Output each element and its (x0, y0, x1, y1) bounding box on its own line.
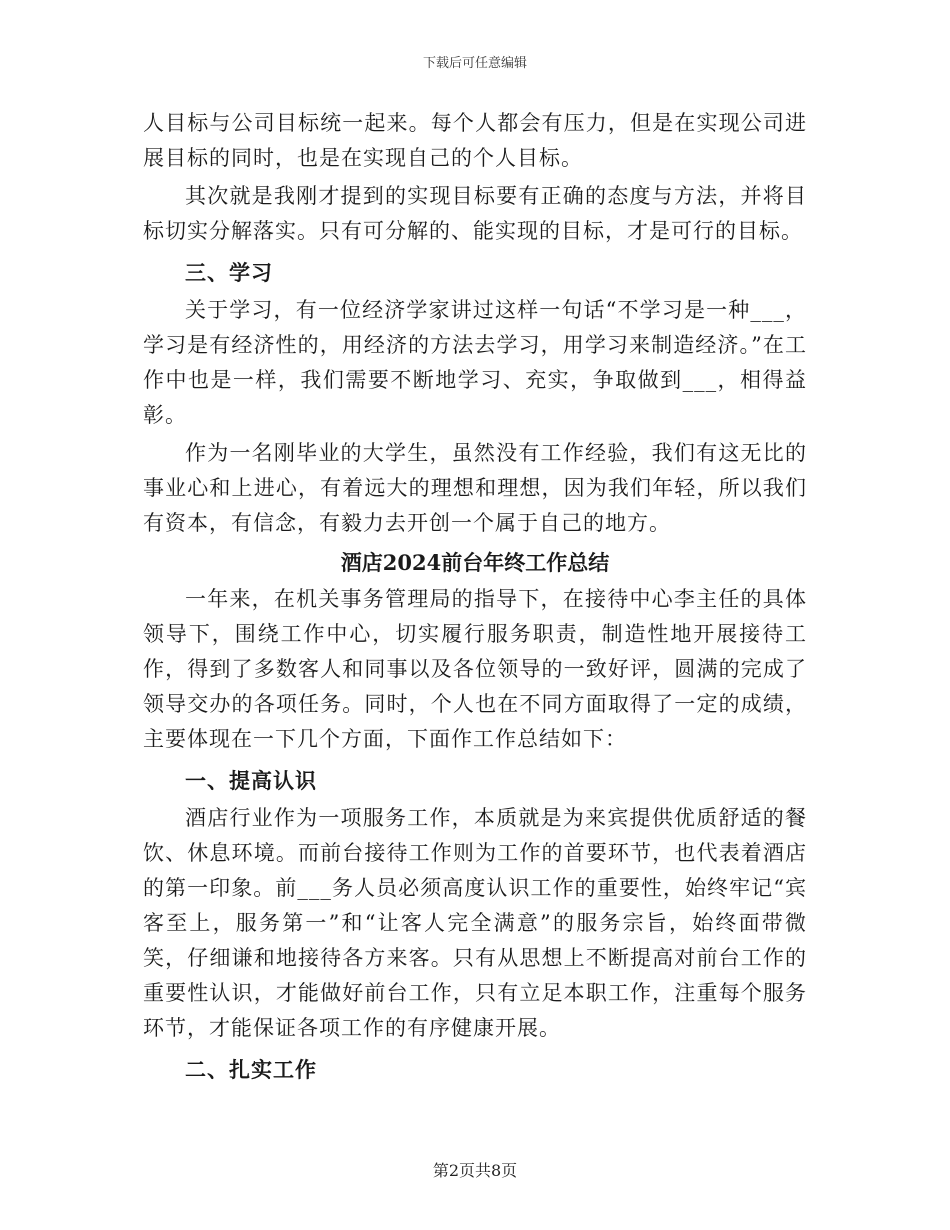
document-body (143, 106, 807, 1090)
section-heading: 三、学习 (185, 260, 273, 285)
paragraph: 酒店行业作为一项服务工作，本质就是为来宾提供优质舒适的餐饮、休息环境。而前台接待工作则为工作的首要环节，也代表着酒店的第一印象。前___务人员必须高度认识工作的重要性，始终牢记“宾客至上，服务第一”和“让客人完全满意”的服务宗旨，始终面带微笑，仔细谦和地接待各方来客。只有从思想上不断提高对前台工作的重要性认识，才能做好前台工作，只有立足本职工作，注重每个服务环节，才能保证各项工作的有序健康开展。 (143, 806, 807, 1040)
page-number: 第2页共8页 (432, 1161, 518, 1180)
header-note: 下载后可任意编辑 (422, 56, 527, 71)
paragraph-continuation: 人目标与公司目标统一起来。每个人都会有压力，但是在实现公司进展目标的同时，也是在实现自己的个人目标。 (143, 111, 807, 170)
paragraph: 一年来，在机关事务管理局的指导下，在接待中心李主任的具体领导下，围绕工作中心，切实履行服务职责，制造性地开展接待工作，得到了多数客人和同事以及各位领导的一致好评，圆满的完成了领导交办的各项任务。同时，个人也在不同方面取得了一定的成绩，主要体现在一下几个方面，下面作工作总结如下： (143, 587, 807, 751)
paragraph: 作为一名刚毕业的大学生，虽然没有工作经验，我们有这无比的事业心和上进心，有着远大的理想和理想，因为我们年轻，所以我们有资本，有信念，有毅力去开创一个属于自己的地方。 (143, 441, 807, 535)
section-heading: 一、提高认识 (185, 768, 317, 793)
document-title: 酒店2024前台年终工作总结 (340, 550, 610, 575)
paragraph: 其次就是我刚才提到的实现目标要有正确的态度与方法，并将目标切实分解落实。只有可分解的、能实现的目标，才是可行的目标。 (143, 184, 807, 243)
section-heading: 二、扎实工作 (185, 1057, 317, 1082)
paragraph: 关于学习，有一位经济学家讲过这样一句话“不学习是一种___，学习是有经济性的，用经济的方法去学习，用学习来制造经济。”在工作中也是一样，我们需要不断地学习、充实，争取做到___，相得益彰。 (143, 298, 807, 427)
